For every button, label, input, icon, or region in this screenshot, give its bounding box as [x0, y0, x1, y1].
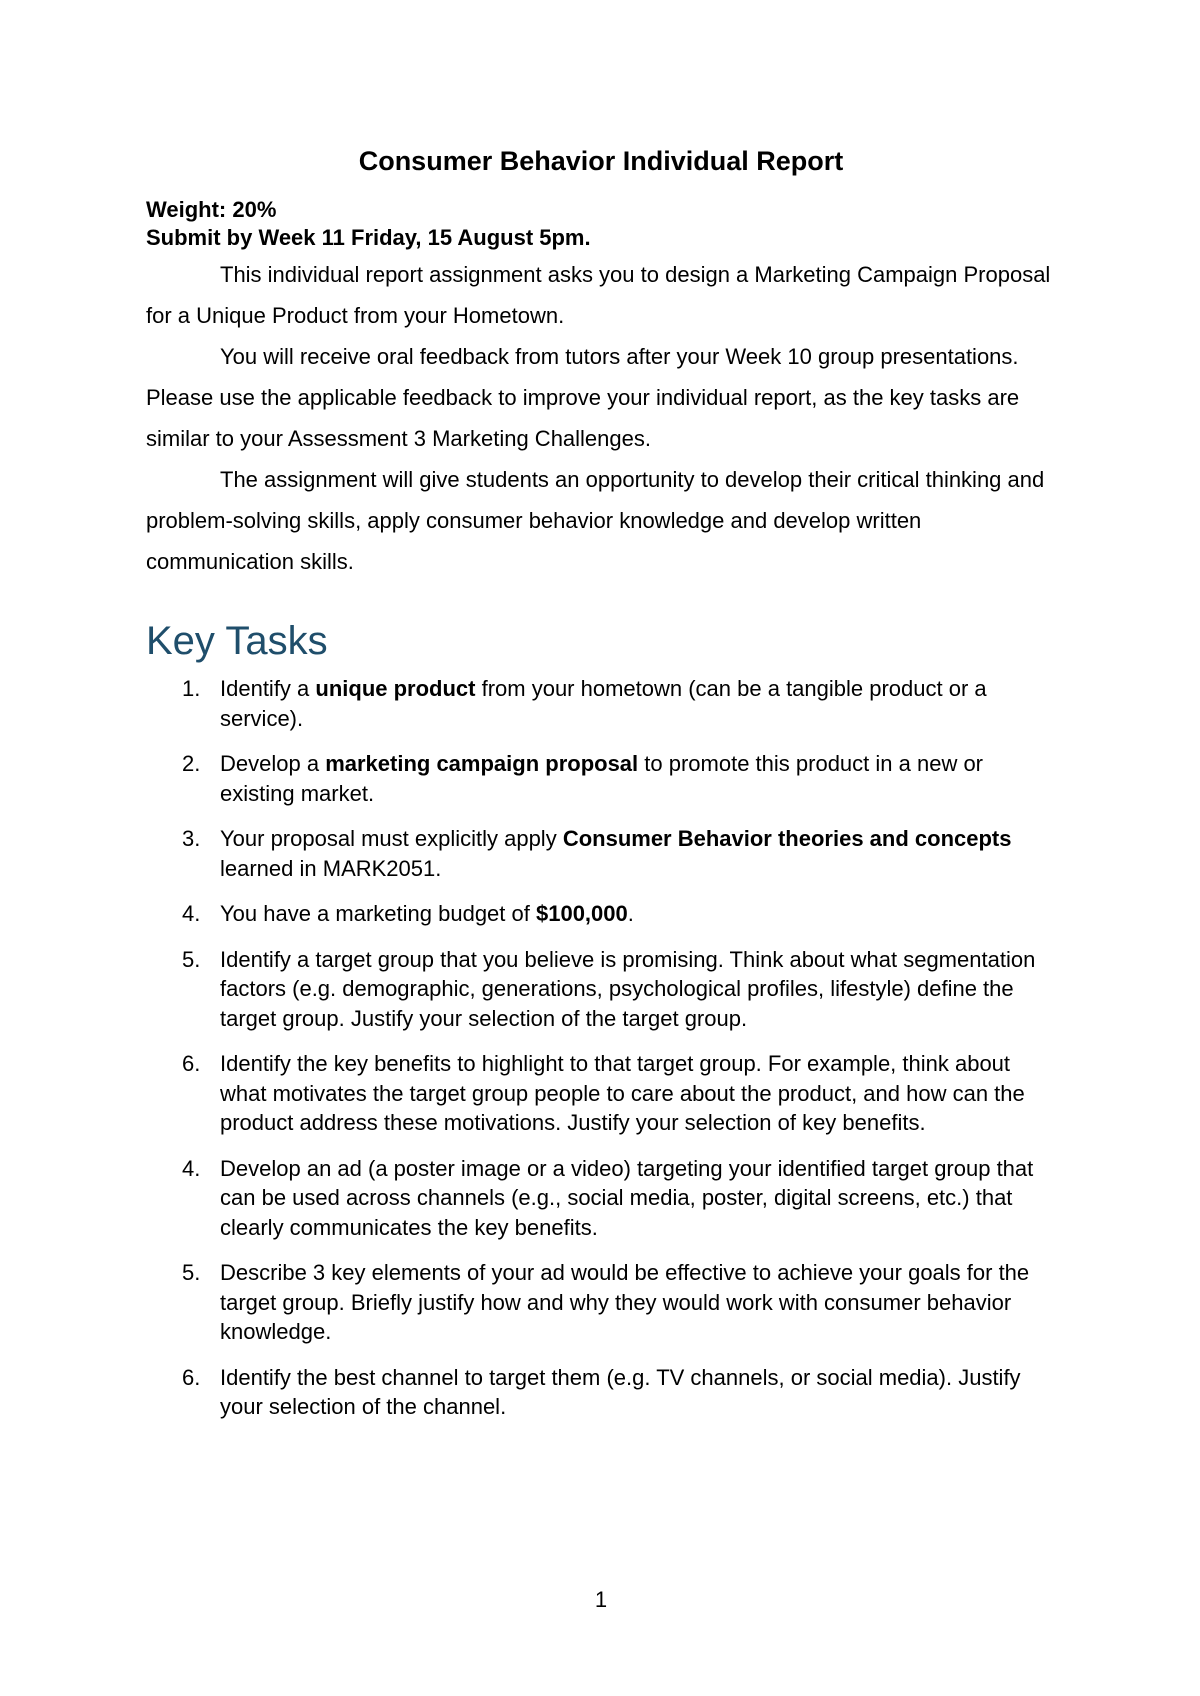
list-item-number: 3.	[182, 826, 201, 851]
list-item	[146, 749, 1056, 808]
list-item-text	[220, 901, 634, 926]
text-run: .	[627, 901, 634, 926]
text-run: You have a marketing budget of	[220, 901, 536, 926]
emphasis-text: marketing campaign proposal	[325, 751, 639, 776]
list-item	[146, 899, 1056, 929]
submit-deadline: Submit by Week 11 Friday, 15 August 5pm.	[146, 225, 591, 250]
text-run: Identify a target group that you believe is promising. Think about what segmentation factors (e.g. demographic, generations, psychological profiles, lifestyle) define the target group. Justify your selection of the target group.	[220, 946, 1036, 1031]
key-tasks-list	[146, 674, 1056, 1438]
text-run: Describe 3 key elements of your ad would be effective to achieve your goals for the target group. Briefly justify how and why they would work with consumer behavior knowledge.	[220, 1260, 1030, 1344]
intro-section	[146, 254, 1056, 582]
page-number: 1	[594, 1587, 608, 1612]
intro-paragraph: You will receive oral feedback from tutors after your Week 10 group presentations. Please use the applicable feedback to improve your individual report, as the key tasks are similar to your Assessment 3 Marketing Challenges.	[146, 344, 1020, 451]
text-run: Develop a	[220, 751, 326, 776]
list-item-text	[220, 1051, 1025, 1135]
list-item-number: 6.	[182, 1364, 201, 1390]
list-item-number: 2.	[182, 751, 201, 776]
emphasis-text: $100,000	[535, 901, 628, 926]
list-item	[146, 1049, 1056, 1138]
list-item-number: 5.	[182, 946, 201, 972]
list-item	[146, 824, 1056, 883]
document-page	[146, 0, 1056, 1696]
text-run: Identify a	[220, 676, 316, 701]
text-run: to promote this product in a new or existing market.	[220, 751, 984, 806]
list-item	[146, 1154, 1056, 1243]
intro-paragraph: This individual report assignment asks you to design a Marketing Campaign Proposal for a Unique Product from your Hometown.	[146, 262, 1051, 328]
text-run: Your proposal must explicitly apply	[220, 826, 563, 851]
list-item-number: 6.	[182, 1051, 201, 1076]
list-item-text	[220, 1260, 1029, 1344]
key-tasks-heading: Key Tasks	[146, 619, 328, 663]
list-item	[146, 945, 1056, 1034]
list-item-number: 4.	[182, 901, 201, 926]
document-title: Consumer Behavior Individual Report	[358, 146, 844, 176]
text-run: Identify the best channel to target them (e.g. TV channels, or social media). Justify your selection of the channel.	[220, 1364, 1021, 1419]
list-item-text	[220, 826, 1011, 881]
text-run: from your hometown (can be a tangible product or a service).	[220, 676, 987, 731]
text-run: learned in MARK2051.	[220, 855, 442, 881]
text-run: Identify the key benefits to highlight to that target group. For example, think about what motivates the target group people to care about the product, and how can the product address these motivations. Justify your selection of key benefits.	[220, 1051, 1025, 1135]
list-item-number: 1.	[182, 676, 201, 701]
list-item	[146, 674, 1056, 733]
text-run: Develop an ad (a poster image or a video) targeting your identified target group that can be used across channels (e.g., social media, poster, digital screens, etc.) that clearly communicates the key benefits.	[220, 1155, 1034, 1240]
list-item-text	[220, 676, 987, 731]
emphasis-text: Consumer Behavior theories and concepts	[562, 826, 1012, 851]
list-item	[146, 1258, 1056, 1347]
list-item-text	[220, 751, 983, 806]
emphasis-text: unique product	[315, 676, 476, 701]
weight-line: Weight: 20%	[146, 197, 277, 222]
list-item-text	[220, 947, 1035, 1031]
list-item-number: 5.	[182, 1260, 201, 1285]
list-item-text	[220, 1156, 1033, 1240]
list-item-number: 4.	[182, 1155, 201, 1181]
intro-paragraph: The assignment will give students an opportunity to develop their critical thinking and problem-solving skills, apply consumer behavior knowledge and develop written communication skills.	[146, 467, 1045, 574]
list-item	[146, 1363, 1056, 1422]
list-item-text	[220, 1365, 1021, 1420]
